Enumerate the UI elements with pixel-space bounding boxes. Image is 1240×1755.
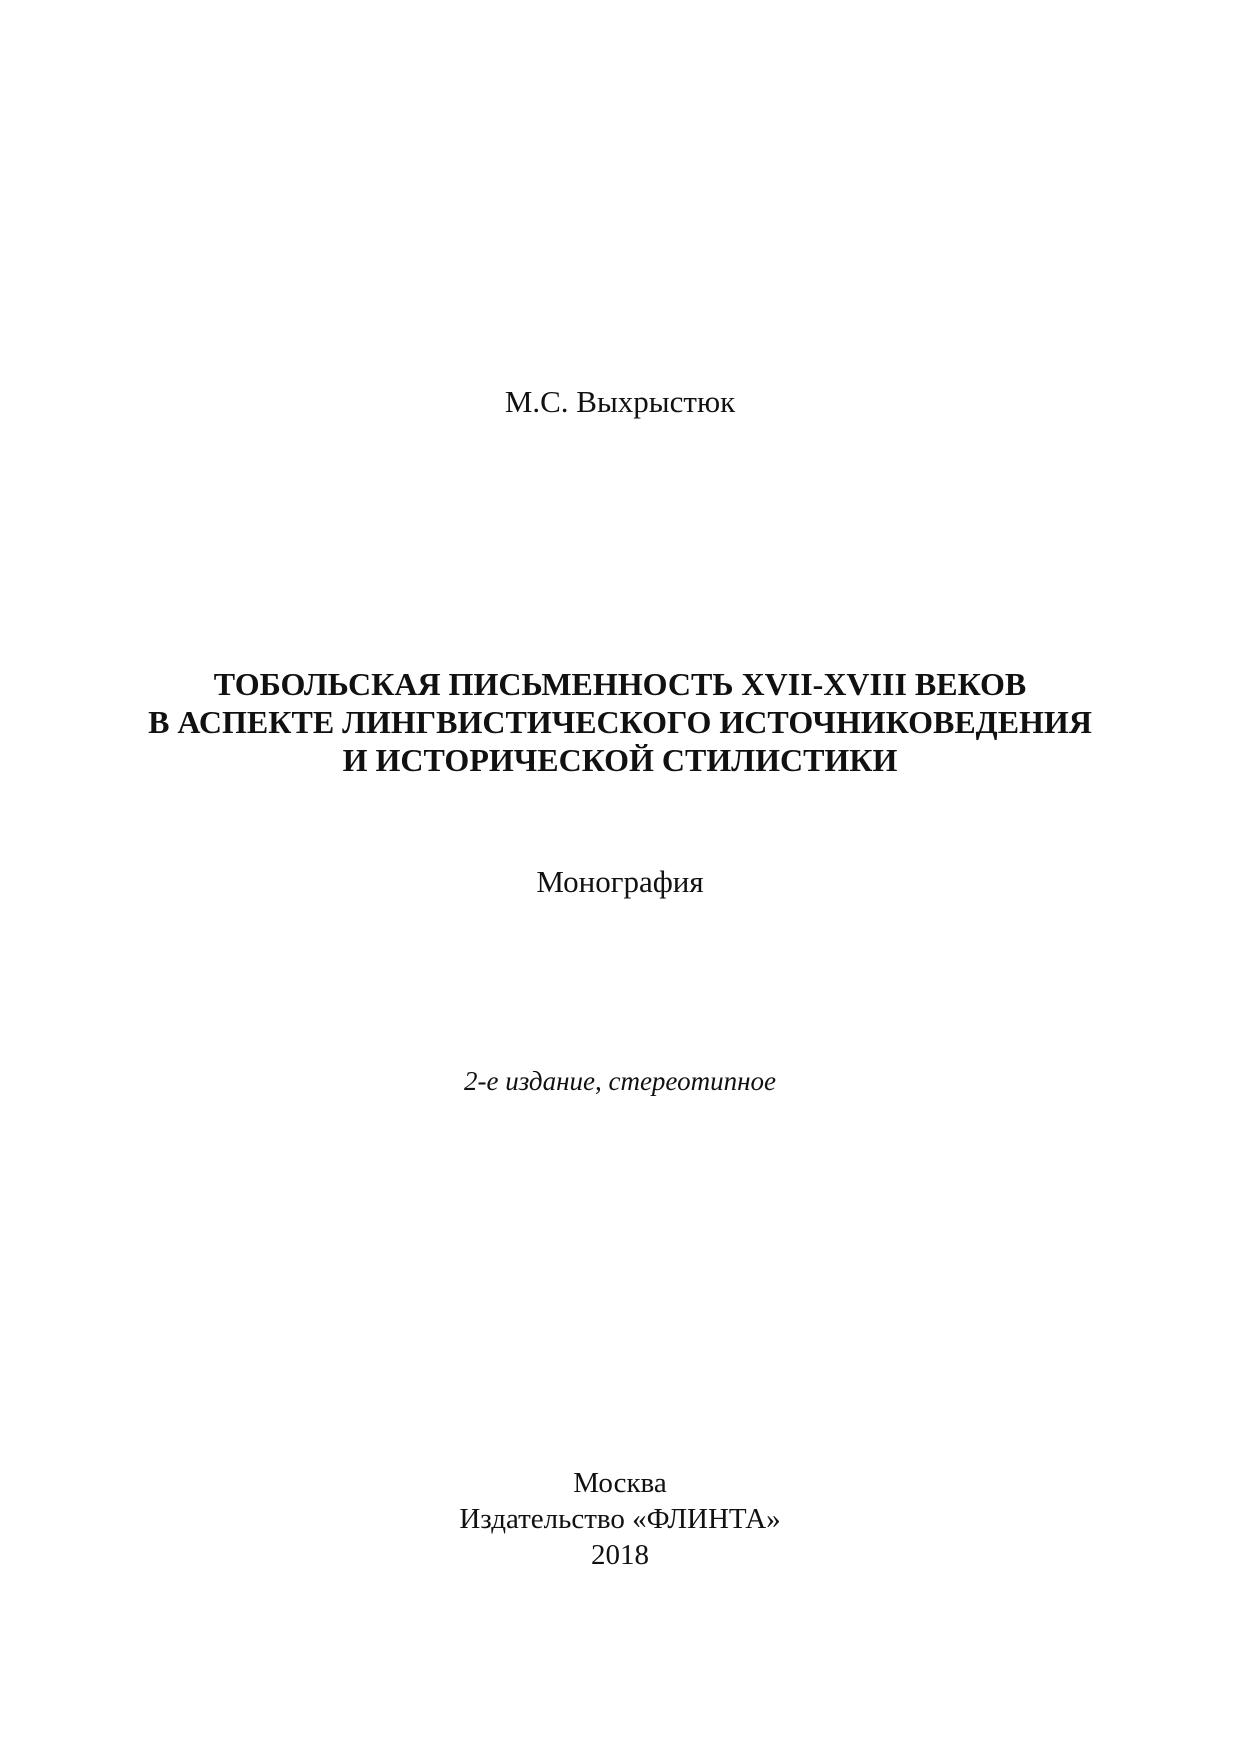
- title-line: ТОБОЛЬСКАЯ ПИСЬМЕННОСТЬ XVII-XVIII ВЕКОВ: [213, 666, 1027, 702]
- imprint-publisher: Издательство «ФЛИНТА»: [459, 1503, 781, 1535]
- book-title: [0, 665, 1240, 779]
- title-line: И ИСТОРИЧЕСКОЙ СТИЛИСТИКИ: [342, 742, 898, 778]
- imprint-city: Москва: [573, 1467, 667, 1499]
- imprint-year: 2018: [591, 1539, 649, 1571]
- title-line: В АСПЕКТЕ ЛИНГВИСТИЧЕСКОГО ИСТОЧНИКОВЕДЕНИЯ: [148, 704, 1092, 740]
- author-name: М.С. Выхрыстюк: [504, 384, 736, 419]
- imprint: [0, 1465, 1240, 1573]
- genre-label: Монография: [536, 864, 704, 899]
- edition-note: 2-е издание, стереотипное: [464, 1066, 776, 1096]
